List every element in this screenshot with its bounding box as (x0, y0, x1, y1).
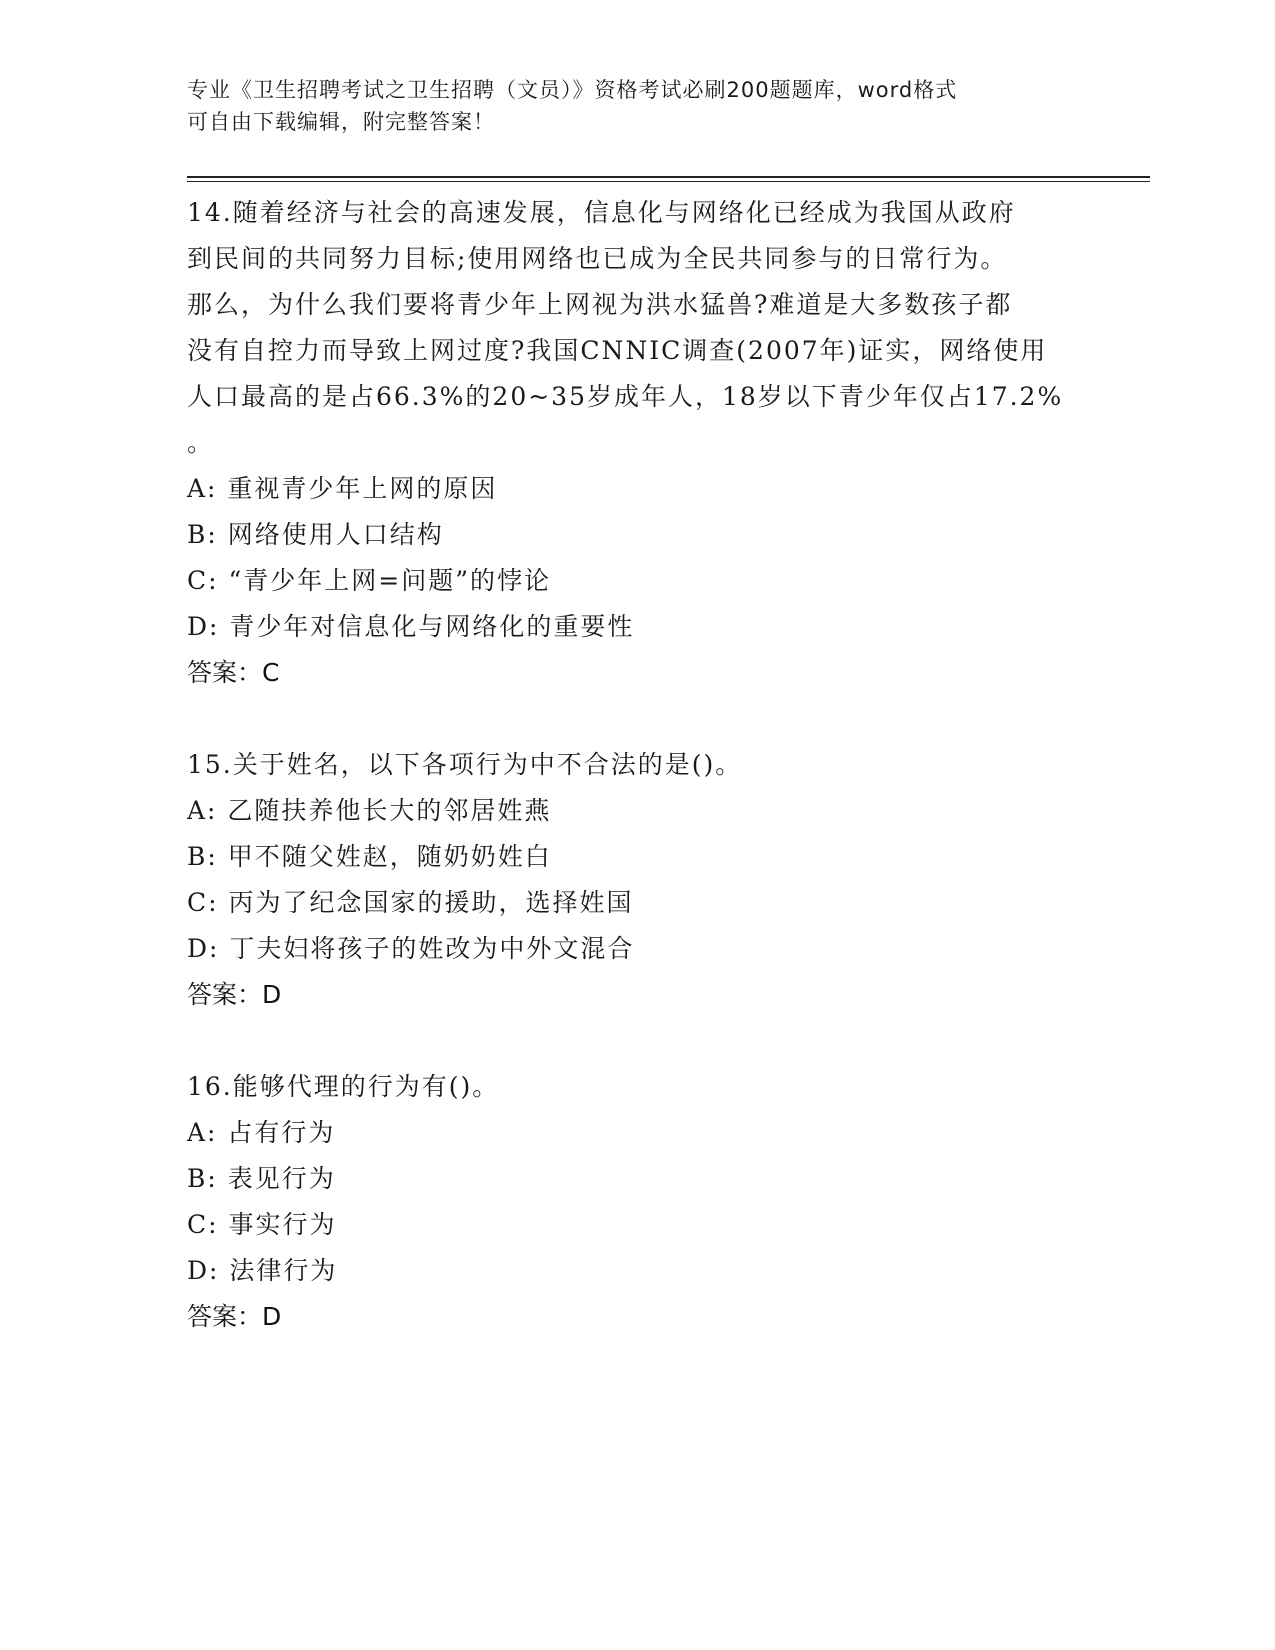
question-text-line: 那么，为什么我们要将青少年上网视为洪水猛兽?难道是大多数孩子都 (187, 290, 1013, 319)
question-text-line: 没有自控力而导致上网过度?我国CNNIC调查(2007年)证实，网络使用 (187, 336, 1048, 365)
answer-line: 答案：C (187, 658, 280, 687)
question-14 (187, 190, 1087, 696)
question-spacer (187, 696, 1087, 742)
question-spacer (187, 1018, 1087, 1064)
question-text-line: 。 (187, 428, 215, 457)
option-a: A: 重视青少年上网的原因 (187, 474, 498, 503)
option-d: D: 青少年对信息化与网络化的重要性 (187, 612, 635, 641)
option-a: A: 占有行为 (187, 1118, 336, 1147)
question-list (187, 190, 1087, 1340)
option-b: B: 网络使用人口结构 (187, 520, 444, 549)
option-c: C: 事实行为 (187, 1210, 337, 1239)
header-line-1: 专业《卫生招聘考试之卫生招聘（文员）》资格考试必刷200题题库，word格式 (187, 78, 958, 102)
document-header (187, 74, 1067, 138)
option-b: B: 甲不随父姓赵，随奶奶姓白 (187, 842, 552, 871)
option-a: A: 乙随扶养他长大的邻居姓燕 (187, 796, 552, 825)
question-text-line: 人口最高的是占66.3%的20~35岁成年人，18岁以下青少年仅占17.2% (187, 382, 1064, 411)
question-15 (187, 742, 1087, 1018)
answer-line: 答案：D (187, 980, 282, 1009)
question-16 (187, 1064, 1087, 1340)
question-text-line: 16.能够代理的行为有()。 (187, 1072, 500, 1101)
question-text-line: 14.随着经济与社会的高速发展，信息化与网络化已经成为我国从政府 (187, 198, 1016, 227)
option-c: C: “青少年上网=问题”的悖论 (187, 566, 552, 595)
option-c: C: 丙为了纪念国家的援助，选择姓国 (187, 888, 634, 917)
header-line-2: 可自由下载编辑，附完整答案！ (187, 110, 495, 134)
header-rule-thick (187, 176, 1150, 178)
question-text-line: 到民间的共同努力目标;使用网络也已成为全民共同参与的日常行为。 (187, 244, 1008, 273)
option-d: D: 丁夫妇将孩子的姓改为中外文混合 (187, 934, 635, 963)
header-rule-thin (187, 181, 1150, 182)
question-text-line: 15.关于姓名，以下各项行为中不合法的是()。 (187, 750, 743, 779)
answer-line: 答案：D (187, 1302, 282, 1331)
option-b: B: 表见行为 (187, 1164, 336, 1193)
option-d: D: 法律行为 (187, 1256, 338, 1285)
